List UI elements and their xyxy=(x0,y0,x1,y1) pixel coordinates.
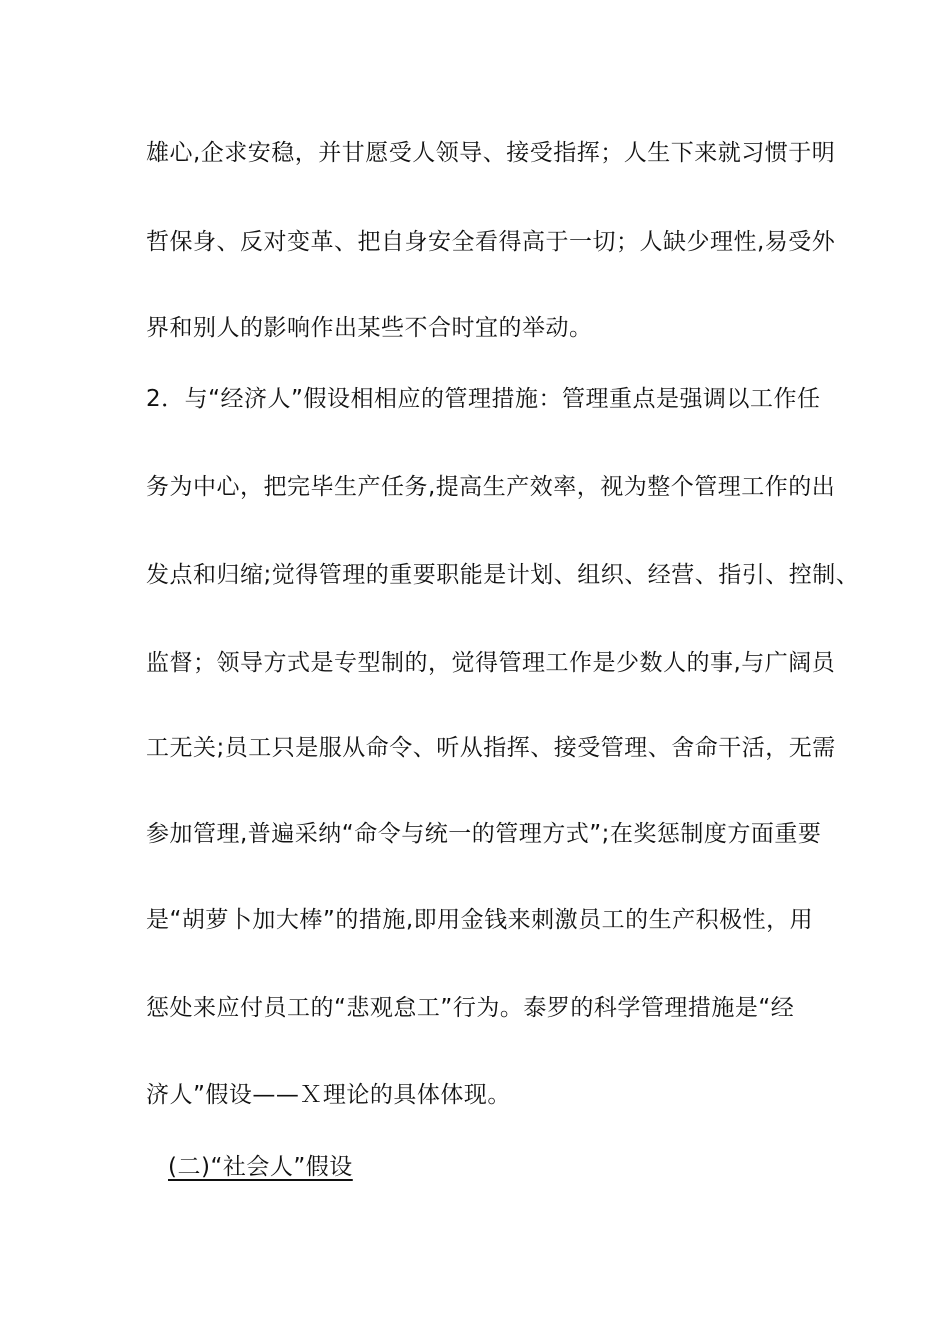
body-text-line-6: 发点和归缩;觉得管理的重要职能是计划、组织、经营、指引、控制、 xyxy=(146,562,860,588)
body-text-line-8: 工无关;员工只是服从命令、听从指挥、接受管理、舍命干活，无需 xyxy=(146,735,836,761)
body-text-line-9: 参加管理,普遍采纳“命令与统一的管理方式”;在奖惩制度方面重要 xyxy=(146,821,822,847)
body-text-line-4: 2．与“经济人”假设相相应的管理措施：管理重点是强调以工作任 xyxy=(146,386,821,412)
section-heading: (二)“社会人”假设 xyxy=(168,1154,353,1180)
body-text-line-1: 雄心,企求安稳，并甘愿受人领导、接受指挥；人生下来就习惯于明 xyxy=(146,140,836,166)
body-text-line-12: 济人”假设——Ｘ理论的具体体现。 xyxy=(146,1082,511,1108)
body-text-line-5: 务为中心，把完毕生产任务,提高生产效率，视为整个管理工作的出 xyxy=(146,474,836,500)
body-text-line-3: 界和别人的影响作出某些不合时宜的举动。 xyxy=(146,315,593,341)
body-text-line-11: 惩处来应付员工的“悲观怠工”行为。泰罗的科学管理措施是“经 xyxy=(146,995,795,1021)
body-text-line-7: 监督；领导方式是专型制的，觉得管理工作是少数人的事,与广阔员 xyxy=(146,650,836,676)
body-text-line-2: 哲保身、反对变革、把自身安全看得高于一切；人缺少理性,易受外 xyxy=(146,229,836,255)
body-text-line-10: 是“胡萝卜加大棒”的措施,即用金钱来刺激员工的生产积极性，用 xyxy=(146,907,814,933)
